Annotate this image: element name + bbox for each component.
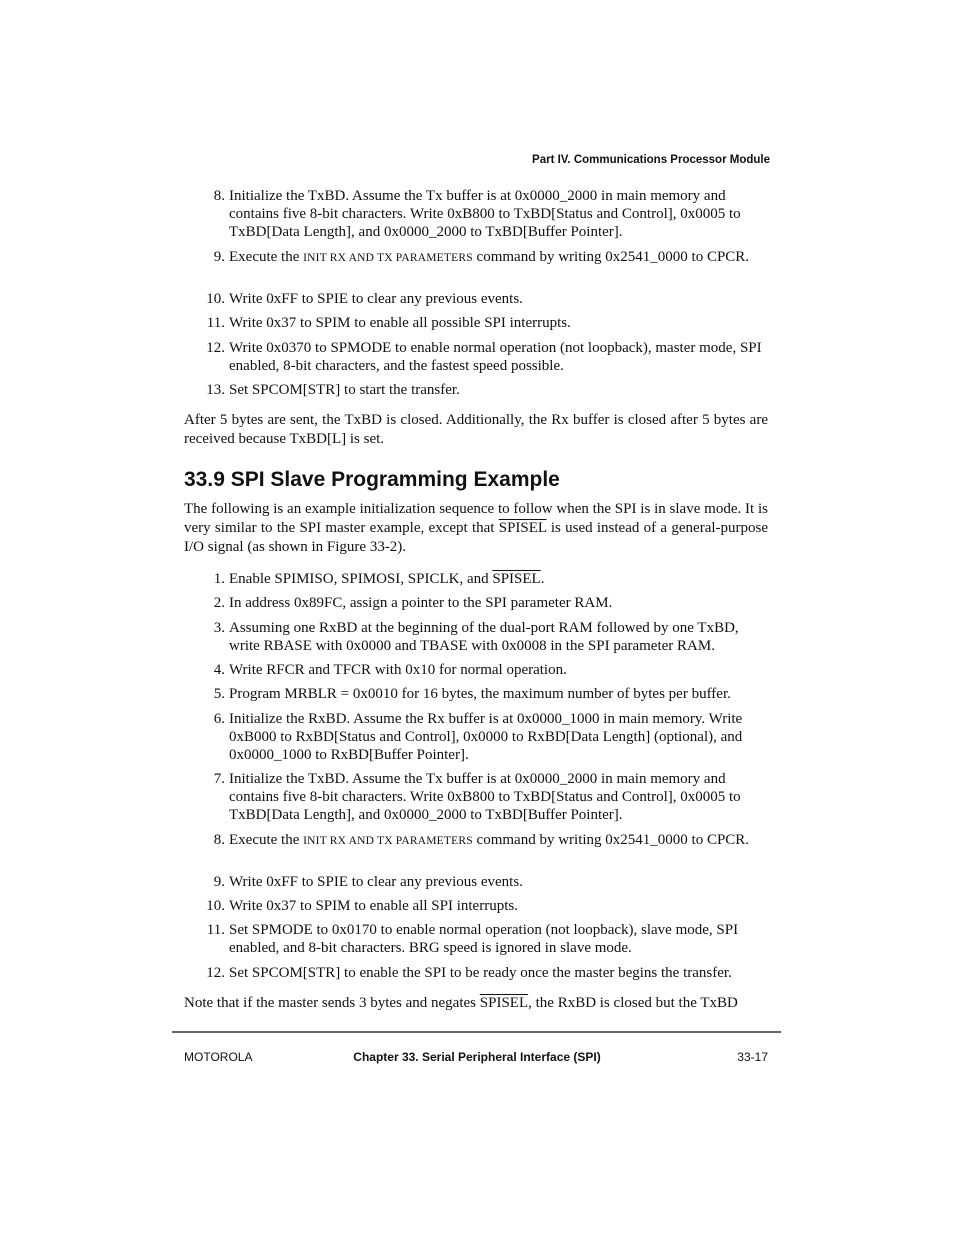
list-item: 11. Set SPMODE to 0x0170 to enable normal operation (not loopback), slave mode, SPI enabled, and 8-bit characters. BRG speed is ignored in slave mode. [206, 922, 739, 956]
list-item: 10. Write 0xFF to SPIE to clear any previous events. [206, 291, 523, 307]
list-item: 7. Initialize the TxBD. Assume the Tx buffer is at 0x0000_2000 in main memory and contains five 8-bit characters. Write 0xB800 to TxBD[Status and Control], 0x0005 to TxBD[Data Length], and 0x0000_2000 to TxBD[Buffer Pointer]. [213, 771, 741, 823]
footer-rule [172, 1031, 781, 1033]
list-item: 12. Write 0x0370 to SPMODE to enable normal operation (not loopback), master mode, SPI enabled, 8-bit characters, and the fastest speed possible. [206, 340, 762, 374]
footer-company: MOTOROLA [184, 1050, 253, 1064]
list-item: 5. Program MRBLR = 0x0010 for 16 bytes, the maximum number of bytes per buffer. [213, 686, 731, 702]
list-item: 9. Write 0xFF to SPIE to clear any previous events. [213, 874, 523, 890]
signal-spisel: SPISEL [492, 571, 541, 587]
list-item: 11. Write 0x37 to SPIM to enable all possible SPI interrupts. [206, 315, 571, 331]
footer-page-number: 33-17 [737, 1050, 768, 1064]
footer-chapter: Chapter 33. Serial Peripheral Interface (SPI) [353, 1050, 601, 1064]
list-item: 2. In address 0x89FC, assign a pointer to the SPI parameter RAM. [213, 595, 613, 611]
signal-spisel: SPISEL [498, 520, 547, 536]
list-item: 3. Assuming one RxBD at the beginning of the dual-port RAM followed by one TxBD, write RBASE with 0x0000 and TBASE with 0x0008 in the SPI parameter RAM. [213, 620, 739, 654]
list-item: 9. Execute the INIT RX AND TX PARAMETERS command by writing 0x2541_0000 to CPCR. [213, 249, 750, 265]
body-paragraph: After 5 bytes are sent, the TxBD is closed. Additionally, the Rx buffer is closed after 5 bytes are received because TxBD[L] is set. [184, 412, 768, 447]
list-item: 13. Set SPCOM[STR] to start the transfer. [206, 382, 460, 398]
closing-paragraph: Note that if the master sends 3 bytes and negates SPISEL, the RxBD is closed but the TxBD [184, 995, 738, 1011]
section-heading: 33.9 SPI Slave Programming Example [184, 468, 560, 491]
list-item: 1. Enable SPIMISO, SPIMOSI, SPICLK, and SPISEL. [213, 571, 545, 587]
list-item: 4. Write RFCR and TFCR with 0x10 for normal operation. [213, 662, 567, 678]
signal-spisel: SPISEL [479, 995, 529, 1011]
list-item: 8. Execute the INIT RX AND TX PARAMETERS command by writing 0x2541_0000 to CPCR. [213, 832, 750, 848]
list-item: 6. Initialize the RxBD. Assume the Rx buffer is at 0x0000_1000 in main memory. Write 0xB000 to RxBD[Status and Control], 0x0000 to RxBD[Data Length] (optional), and 0x0000_1000 to RxBD[Buffer Pointer]. [213, 711, 743, 763]
list-item: 10. Write 0x37 to SPIM to enable all SPI interrupts. [206, 898, 518, 914]
running-header: Part IV. Communications Processor Module [532, 154, 770, 166]
list-item: 12. Set SPCOM[STR] to enable the SPI to be ready once the master begins the transfer. [206, 965, 732, 981]
list-item: 8. Initialize the TxBD. Assume the Tx buffer is at 0x0000_2000 in main memory and contains five 8-bit characters. Write 0xB800 to TxBD[Status and Control], 0x0005 to TxBD[Data Length], and 0x0000_2000 to TxBD[Buffer Pointer]. [213, 188, 741, 240]
intro-paragraph: The following is an example initialization sequence to follow when the SPI is in slave mode. It is very similar to the SPI master example, except that SPISEL is used instead of a general-purpose I/O signal (as shown in Figure 33-2). [184, 501, 768, 555]
